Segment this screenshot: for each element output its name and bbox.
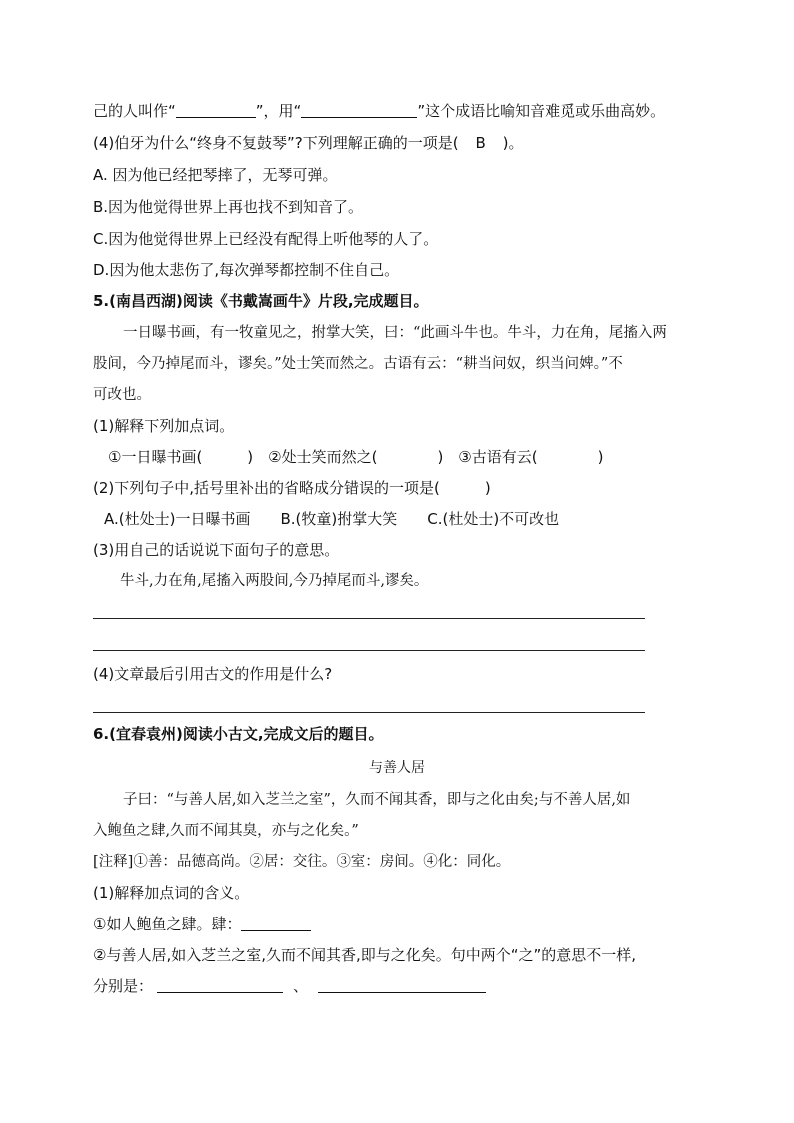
q5-sub3: (3)用自己的话说说下面句子的意思。 <box>93 541 340 559</box>
q4-sub4-answer: B <box>475 134 486 152</box>
q4-fill-text-2: ”，用“ <box>255 102 302 120</box>
q4-fill-line <box>93 101 665 121</box>
q6-passage-line-2: 入鲍鱼之肆,久而不闻其臭，亦与之化矣。” <box>93 823 359 839</box>
q6-sub1-item1-text: ①如人鲍鱼之肆。肆： <box>93 915 242 933</box>
q4-sub4-end: )。 <box>502 134 524 152</box>
q4-option-d: D.因为他太悲伤了,每次弹琴都控制不住自己。 <box>93 261 400 279</box>
q5-passage-line-1: 一日曝书画，有一牧童见之，拊掌大笑，曰：“此画斗牛也。牛斗，力在角，尾搐入两 <box>123 325 667 341</box>
answer-blank-2[interactable] <box>301 102 417 118</box>
q5-sub3-sentence: 牛斗,力在角,尾搐入两股间,今乃掉尾而斗,谬矣。 <box>120 573 429 589</box>
q6-sub1: (1)解释加点词的含义。 <box>93 884 250 902</box>
q6-sub1-item2-tail <box>93 976 486 996</box>
q5-sub1-items: ①一日曝书画( ) ②处士笑而然之( ) ③古语有云( ) <box>108 448 604 466</box>
q6-passage-title: 与善人居 <box>369 760 425 776</box>
answer-line[interactable] <box>93 650 645 651</box>
q5-passage-line-3: 可改也。 <box>93 387 151 403</box>
q5-sub2: (2)下列句子中,括号里补出的省略成分错误的一项是( ) <box>93 479 491 497</box>
q4-option-c: C.因为他觉得世界上已经没有配得上听他琴的人了。 <box>93 230 439 248</box>
q6-separator: 、 <box>293 977 309 995</box>
q4-option-b: B.因为他觉得世界上再也找不到知音了。 <box>93 198 364 216</box>
answer-line[interactable] <box>93 618 645 619</box>
q6-title: 6.(宜春袁州)阅读小古文,完成文后的题目。 <box>93 725 384 743</box>
q6-sub1-item1 <box>93 914 311 934</box>
q6-notes: [注释]①善：品德高尚。②居：交往。③室：房间。④化：同化。 <box>93 854 511 870</box>
answer-blank-5[interactable] <box>318 977 486 993</box>
q4-sub4-question <box>93 133 523 153</box>
answer-blank-4[interactable] <box>157 977 283 993</box>
q6-sub1-item2: ②与善人居,如入芝兰之室,久而不闻其香,即与之化矣。句中两个“之”的意思不一样, <box>93 946 637 964</box>
answer-blank-3[interactable] <box>241 915 311 931</box>
q5-sub1: (1)解释下列加点词。 <box>93 417 235 435</box>
q5-passage-line-2: 股间，今乃掉尾而斗，谬矣。”处士笑而然之。古语有云：“耕当问奴，织当问婢。”不 <box>93 356 623 372</box>
q4-fill-text-3: ”这个成语比喻知音难觅或乐曲高妙。 <box>417 102 666 120</box>
q6-passage-line-1: 子曰：“与善人居,如入芝兰之室”，久而不闻其香，即与之化由矣;与不善人居,如 <box>123 792 631 808</box>
q5-title: 5.(南昌西湖)阅读《书戴嵩画牛》片段,完成题目。 <box>93 292 429 310</box>
answer-line[interactable] <box>93 712 645 713</box>
q5-sub2-options: A.(杜处士)一日曝书画 B.(牧童)拊掌大笑 C.(杜处士)不可改也 <box>104 510 560 528</box>
q4-option-a: A. 因为他已经把琴摔了，无琴可弹。 <box>93 166 338 184</box>
q4-fill-text-1: 己的人叫作“ <box>93 102 176 120</box>
q6-sub1-item2-tail-text: 分别是： <box>93 977 154 995</box>
q5-sub4: (4)文章最后引用古文的作用是什么? <box>93 665 333 683</box>
q4-sub4-text: (4)伯牙为什么“终身不复鼓琴”?下列理解正确的一项是( <box>93 134 459 152</box>
answer-blank-1[interactable] <box>176 102 256 118</box>
